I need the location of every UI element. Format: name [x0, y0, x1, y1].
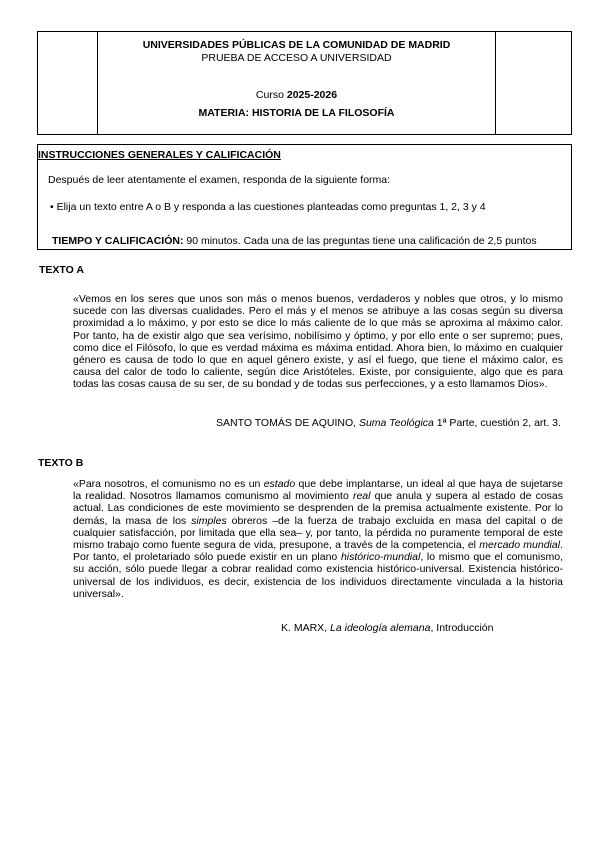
texto-b-italic: real: [352, 490, 371, 503]
course-label: Curso: [255, 89, 287, 101]
header-center-cell: [98, 32, 495, 134]
time-text: 90 minutos. Cada una de las preguntas tiene una calificación de 2,5 puntos: [183, 235, 537, 247]
texto-a-title: TEXTO A: [39, 264, 84, 276]
texto-a-citation: [216, 417, 578, 429]
instructions-bullet: • Elija un texto entre A o B y responda a las cuestiones planteadas como preguntas 1, 2, 3 y 4: [50, 201, 486, 213]
texto-b-seg: que anula y supera al estado de cosas actual. Las condiciones de este movimiento se desprenden de la premisa actualmente existente. Por lo demás, la masa de los: [73, 490, 563, 527]
instructions-time: [52, 235, 537, 247]
texto-b-body: [73, 478, 563, 600]
texto-a-body: «Vemos en los seres que unos son más o menos buenos, verdaderos y nobles que otros, y lo mismo sucede con las diversas cualidades. Pero el más y el menos se atribuye a las cosas según su diversa proximidad a lo máximo, y por esto se dice lo más caliente de lo que más se aproxima al máximo calor. Por tanto, ha de existir algo que sea verísimo, nobilísimo y óptimo, y por ello ente o ser supremo; pues, como dice el Filósofo, lo que es verdad máxima es máxima entidad. Ahora bien, lo máximo en cualquier género es causa de todo lo que en aquel género existe, y así el fuego, que tiene el máximo calor, es causa del calor de todo lo caliente, según dice Aristóteles. Existe, por consiguiente, algo que es para todas las cosas causa de su ser, de su bondad y de todas sus perfecciones, y a esto llamamos Dios».: [73, 293, 563, 391]
texto-b-citation: [281, 622, 493, 634]
header-table: [37, 31, 572, 135]
texto-b-seg: obreros –de la fuerza de trabajo excluida en masa del capital o de cualquier satisfacción, por limitada que ella sea– y, por tanto, la pérdida no puramente temporal de este mismo trabajo como fuente segura de vida, presupone, a través de la competencia, el: [73, 514, 563, 552]
texto-a-author: SANTO TOMÁS DE AQUINO,: [216, 417, 359, 429]
university-name: UNIVERSIDADES PÚBLICAS DE LA COMUNIDAD DE MADRID: [142, 39, 451, 51]
texto-b-italic: mercado mundial: [479, 539, 561, 552]
texto-b-seg: . Por tanto, el proletariado sólo puede existir en un plano: [73, 539, 563, 564]
time-label: TIEMPO Y CALIFICACIÓN:: [52, 235, 184, 247]
texto-a-ref: 1ª Parte, cuestión 2, art. 3.: [433, 417, 561, 429]
texto-b-seg: «Para nosotros, el comunismo no es un: [73, 478, 264, 490]
texto-b-italic: estado: [263, 478, 296, 490]
texto-b-italic: histórico-mundial: [340, 551, 421, 564]
course-line: [98, 89, 495, 101]
texto-b-ref: , Introducción: [430, 622, 494, 634]
instructions-box: [37, 144, 572, 250]
instructions-intro: Después de leer atentamente el examen, responda de la siguiente forma:: [48, 174, 391, 186]
texto-b-title: TEXTO B: [38, 457, 84, 469]
texto-b-author: K. MARX,: [281, 622, 331, 634]
instructions-title: INSTRUCCIONES GENERALES Y CALIFICACIÓN: [38, 149, 281, 161]
texto-b-work: La ideología alemana: [330, 622, 431, 634]
header-right-cell: [495, 32, 571, 134]
texto-b-seg: , lo mismo que el comunismo, su acción, sólo puede llegar a cobrar realidad como existencia histórico-universal. Existencia histórico-universal de los individuos, es decir, existencia de los individuos directamente vinculada a la historia universal».: [73, 551, 563, 600]
course-value: 2025-2026: [286, 89, 338, 101]
texto-a-work: Suma Teológica: [358, 417, 434, 429]
header-left-cell: [38, 32, 98, 134]
exam-name: PRUEBA DE ACCESO A UNIVERSIDAD: [201, 52, 392, 64]
texto-b-italic: simples: [191, 514, 227, 527]
texto-b-seg: que debe implantarse, un ideal al que haya de sujetarse la realidad. Nosotros llamamos comunismo al movimiento: [73, 478, 563, 503]
subject-line: MATERIA: HISTORIA DE LA FILOSOFÍA: [198, 107, 395, 119]
